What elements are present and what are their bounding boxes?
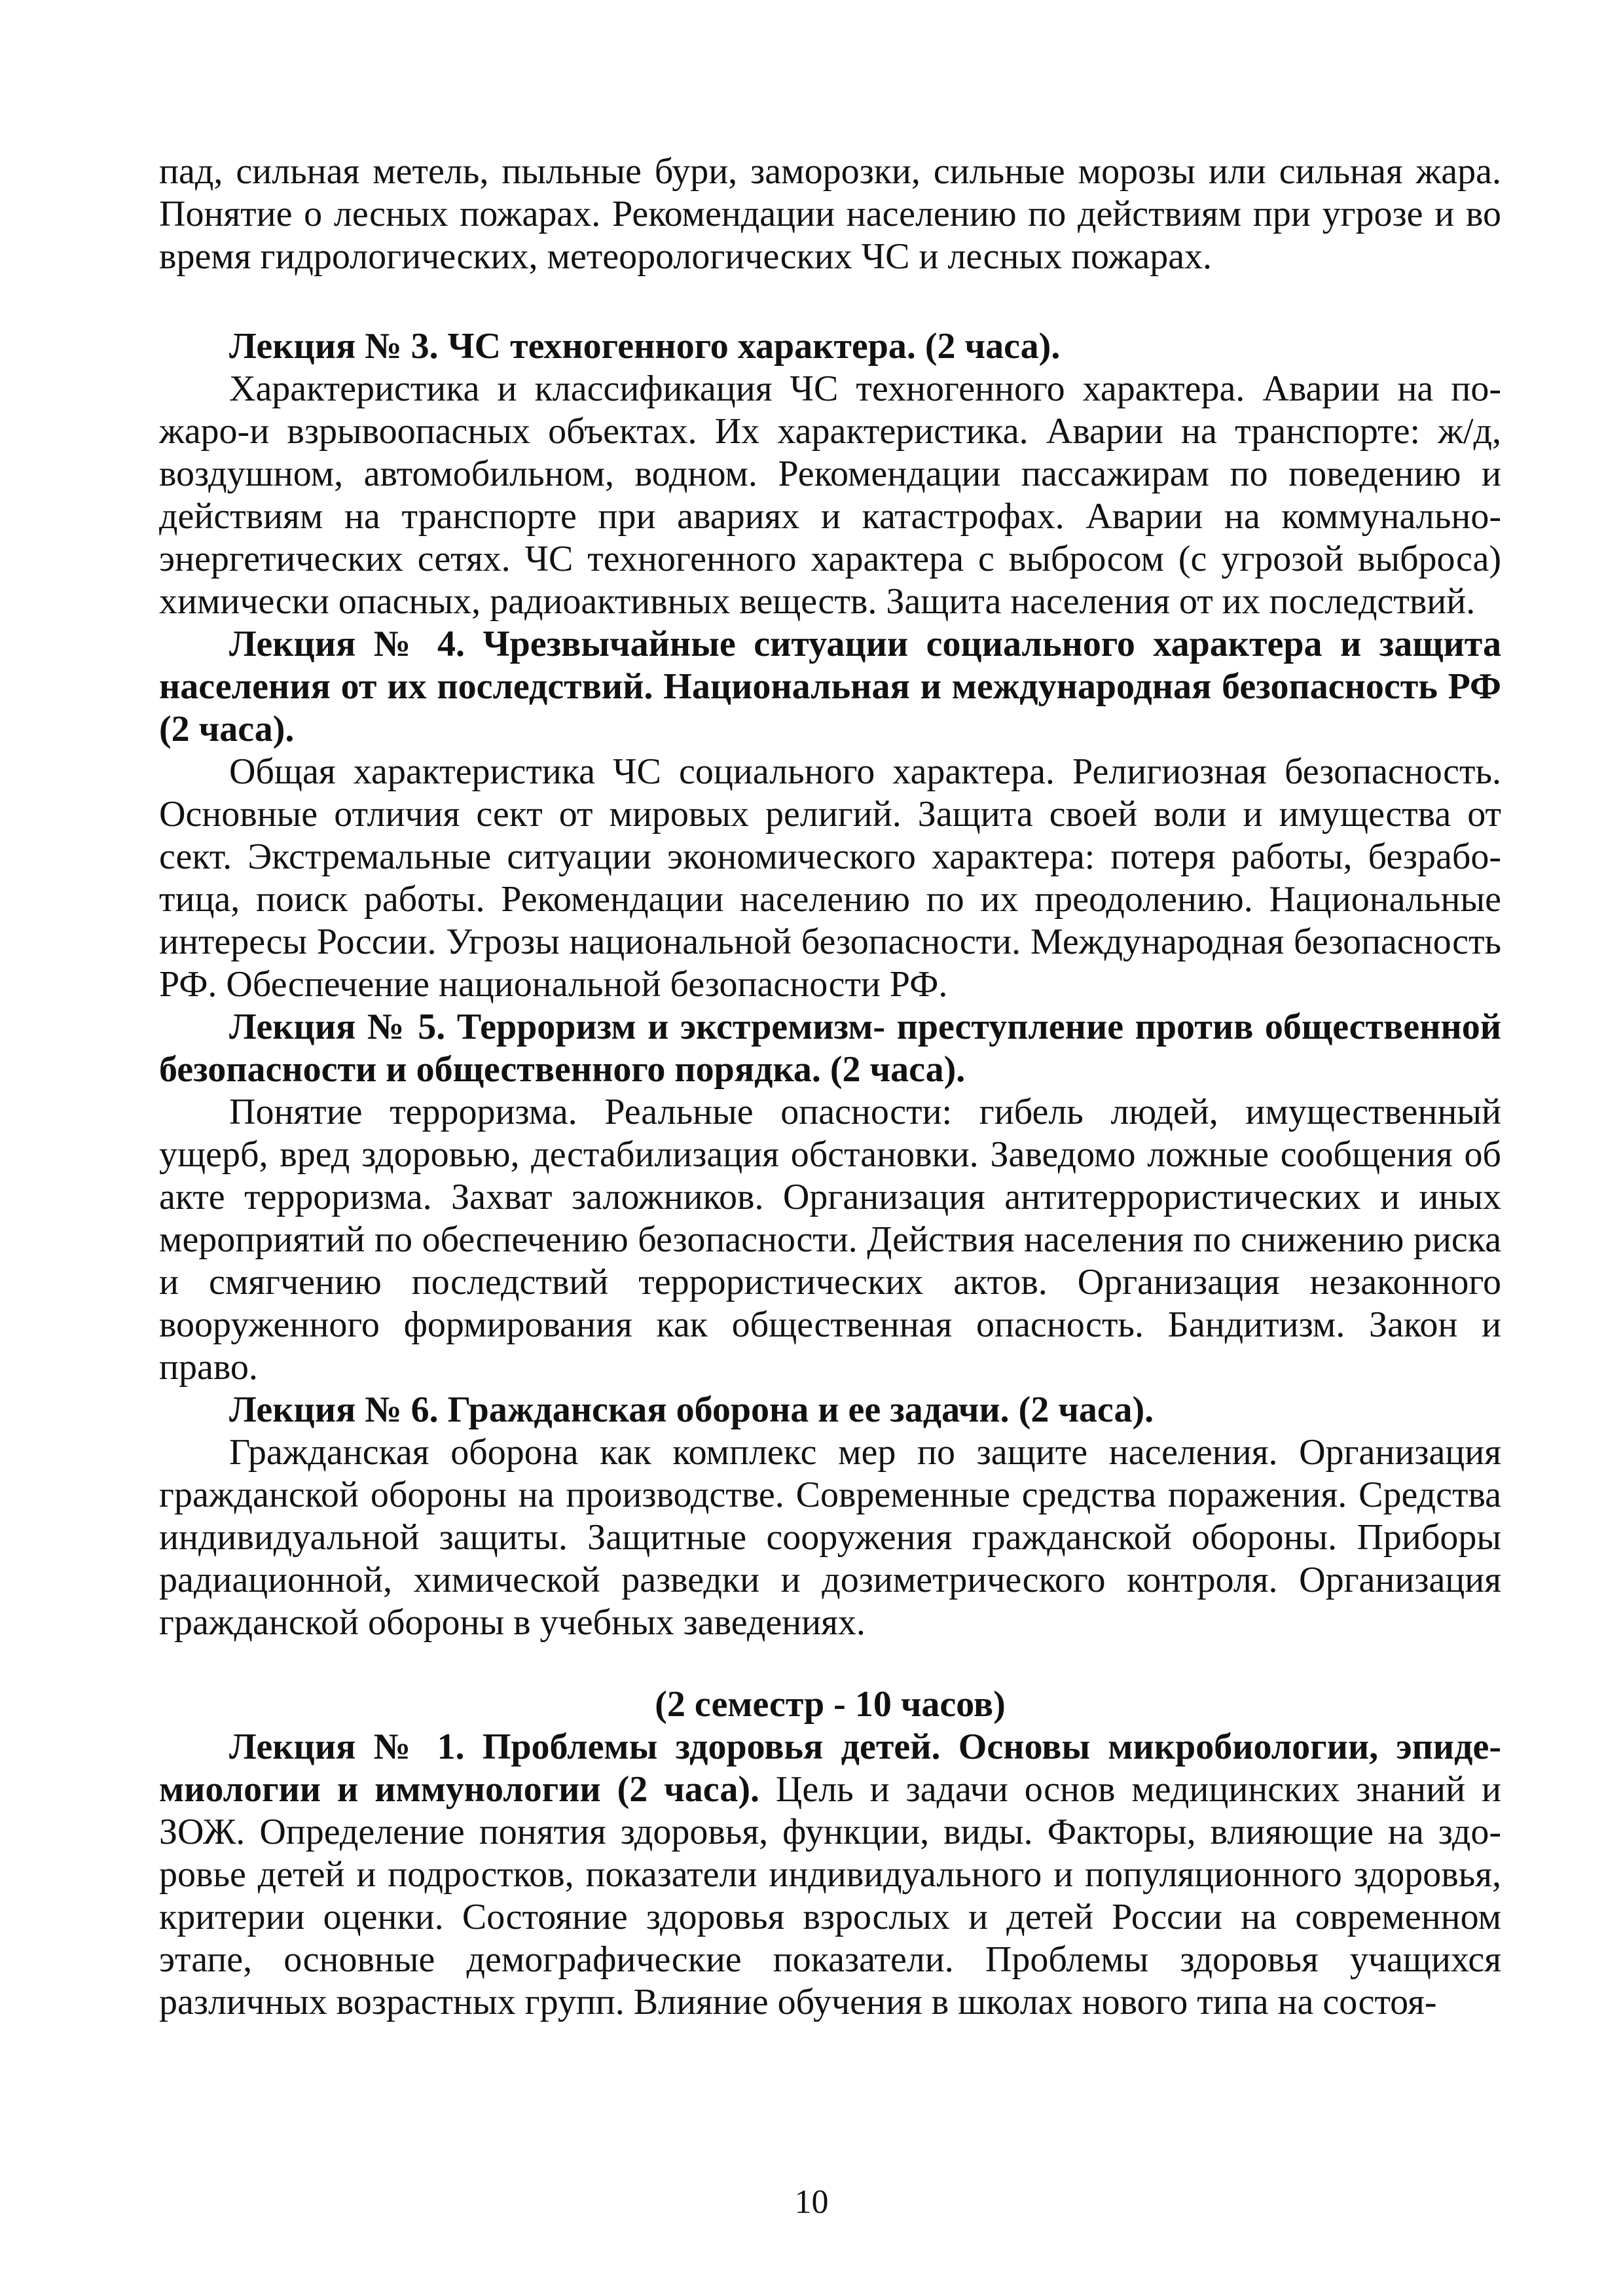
page-number: 10: [794, 2183, 829, 2221]
semester2-lecture-1-title: Лекция № 1. Проблемы здоровья детей. Основы микробиологии, эпидемиологии и иммунологии (2 часа).: [159, 1727, 1501, 1810]
lecture-5-body: Понятие терроризма. Реальные опасности: гибель людей, имущественный ущерб, вред здоровью, дестабилизация обстановки. Заведомо ложные сообщения об акте терроризма. Захват заложников. Организация антитеррористических и иных мероприятий по обеспечению безопасности. Действия населения по снижению риска и смягчению последствий террористических актов. Организация незаконного вооруженного формирования как общественная опасность. Бандитизм. Закон и право.: [159, 1092, 1501, 1388]
lecture-6-heading: Лекция № 6. Гражданская оборона и ее задачи. (2 часа).: [229, 1390, 1154, 1430]
spacer: [159, 1644, 1501, 1683]
semester2-lecture-1: [159, 1726, 1501, 2024]
lecture-4-heading: Лекция № 4. Чрезвычайные ситуации социального характера и защита населения от их последствий. Национальная и международная безопасность РФ (2 часа).: [159, 624, 1501, 749]
document-page: [159, 151, 1501, 2024]
lecture-6-body: Гражданская оборона как комплекс мер по защите населения. Организация гражданской обороны на производстве. Современные средства поражения. Средства индивидуальной защиты. Защитные сооружения гражданской обороны. Приборы радиационной, химической разведки и дозиметрического контроля. Организация гражданской обороны в учебных заведениях.: [159, 1432, 1501, 1643]
lecture-3-heading: Лекция № 3. ЧС техногенного характера. (2 часа).: [229, 326, 1061, 367]
lecture-5-heading: Лекция № 5. Терроризм и экстремизм- преступление против общественной безопасности и общественного порядка. (2 часа).: [159, 1007, 1501, 1090]
lecture-4-body: Общая характеристика ЧС социального характера. Религиозная безопасность. Основные отличия сект от мировых религий. Защита своей воли и имущества от сект. Экстремальные ситуации экономического характера: потеря работы, безработица, поиск работы. Рекомендации населению по их преодолению. Национальные интересы России. Угрозы национальной безопасности. Международная безопасность РФ. Обеспечение национальной безопасности РФ.: [159, 751, 1501, 1005]
semester-heading: (2 семестр - 10 часов): [655, 1684, 1006, 1725]
lecture-3-body: Характеристика и классификация ЧС техногенного характера. Аварии на пожаро-и взрывоопасных объектах. Их характеристика. Аварии на транспорте: ж/д, воздушном, автомобильном, водном. Рекомендации пассажирам по поведению и действиям на транспорте при авариях и катастрофах. Аварии на коммунально-энергетических сетях. ЧС техногенного характера с выбросом (с угрозой выброса) химически опасных, радиоактивных веществ. Защита населения от их последствий.: [159, 368, 1501, 622]
paragraph-natural-hazards-continuation: пад, сильная метель, пыльные бури, заморозки, сильные морозы или сильная жара. Понятие о лесных пожарах. Рекомендации населению по действиям при угрозе и во время гидрологических, метеорологических ЧС и лесных пожарах.: [159, 151, 1501, 277]
spacer: [159, 278, 1501, 325]
semester2-lecture-1-body: Цель и задачи основ медицинских знаний и ЗОЖ. Определение понятия здоровья, функции, виды. Факторы, влияющие на здоровье детей и подростков, показатели индивидуального и популяционного здоровья, критерии оценки. Состояние здоровья взрослых и детей России на современном этапе, основные демографические показатели. Проблемы здоровья учащихся различных возрастных групп. Влияние обучения в школах нового типа на состоя-: [159, 1769, 1501, 2022]
